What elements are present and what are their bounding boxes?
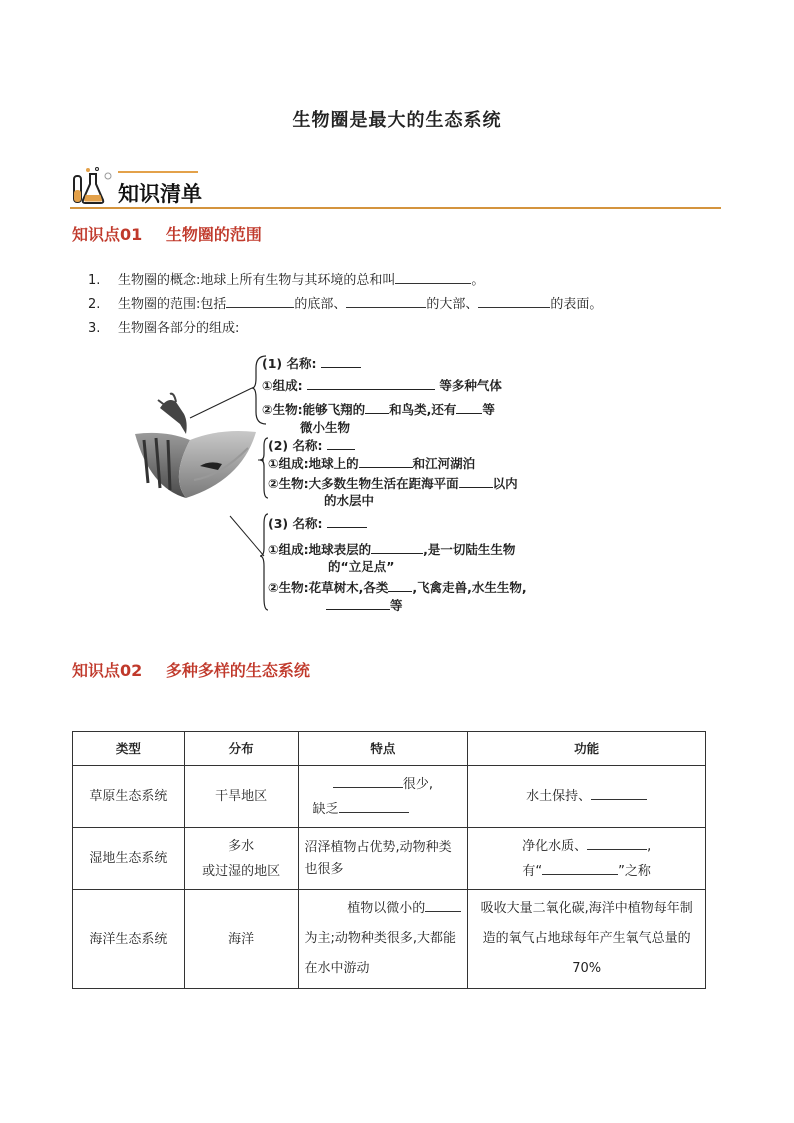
item-number: 1. bbox=[88, 273, 101, 288]
item-text: 。 bbox=[471, 273, 485, 288]
fill-blank[interactable] bbox=[307, 377, 435, 390]
rock-name-label: (3) 名称: bbox=[268, 514, 367, 532]
item-text: 的大部、 bbox=[426, 297, 479, 312]
kp2-name: 多种多样的生态系统 bbox=[165, 661, 310, 680]
lab-flask-icon bbox=[70, 166, 114, 206]
rock-organisms-line2: 等 bbox=[326, 596, 403, 614]
fill-blank[interactable] bbox=[226, 295, 294, 308]
fill-blank[interactable] bbox=[587, 835, 647, 850]
item-number: 3. bbox=[88, 321, 101, 336]
table-header-row bbox=[73, 732, 706, 766]
air-organisms-line2: 微小生物 bbox=[300, 420, 351, 435]
table-cell: 海洋 bbox=[184, 890, 298, 989]
fill-blank[interactable] bbox=[395, 271, 471, 284]
fill-blank[interactable] bbox=[365, 401, 389, 414]
item-number: 2. bbox=[88, 297, 101, 312]
table-header: 类型 bbox=[73, 732, 185, 766]
kp2-number: 知识点02 bbox=[72, 661, 143, 680]
table-row bbox=[73, 828, 706, 890]
list-item bbox=[88, 317, 239, 336]
fill-blank[interactable] bbox=[346, 295, 426, 308]
air-organisms-label: ②生物:能够飞翔的 和鸟类,还有 等 bbox=[262, 402, 495, 417]
knowledge-point-1-heading bbox=[72, 222, 262, 245]
table-header: 特点 bbox=[298, 732, 468, 766]
fill-blank[interactable] bbox=[371, 541, 423, 554]
item-text: 的表面。 bbox=[550, 297, 603, 312]
table-cell: 海洋生态系统 bbox=[73, 890, 185, 989]
water-composition-label: ①组成:地球上的 和江河湖泊 bbox=[268, 456, 476, 471]
document-title: 生物圈是最大的生态系统 bbox=[292, 110, 502, 131]
fill-blank[interactable] bbox=[326, 597, 390, 610]
table-cell: 干旱地区 bbox=[184, 766, 298, 828]
water-name-label: (2) 名称: bbox=[268, 436, 355, 454]
fill-blank[interactable] bbox=[388, 579, 412, 592]
water-organisms-line2: 的水层中 bbox=[324, 493, 375, 508]
rock-composition-line2: 的“立足点” bbox=[328, 559, 395, 574]
rock-organisms-label: ②生物:花草树木,各类 ,飞禽走兽,水生生物, bbox=[268, 580, 527, 595]
fill-blank[interactable] bbox=[425, 897, 461, 912]
list-item bbox=[88, 293, 602, 312]
ecosystem-table bbox=[72, 731, 706, 989]
table-cell: 净化水质、 , 有“ ”之称 bbox=[468, 828, 706, 890]
list-item bbox=[88, 269, 484, 288]
kp1-name: 生物圈的范围 bbox=[165, 225, 262, 244]
fill-blank[interactable] bbox=[327, 437, 355, 450]
table-header: 分布 bbox=[184, 732, 298, 766]
table-cell: 很少, 缺乏 bbox=[298, 766, 468, 828]
fill-blank[interactable] bbox=[327, 515, 367, 528]
table-cell: 沼泽植物占优势,动物种类也很多 bbox=[298, 828, 468, 890]
biosphere-diagram bbox=[130, 348, 600, 618]
fill-blank[interactable] bbox=[339, 798, 409, 813]
air-composition-label: ①组成: 等多种气体 bbox=[262, 378, 502, 393]
fill-blank[interactable] bbox=[478, 295, 550, 308]
table-cell: 多水 或过湿的地区 bbox=[184, 828, 298, 890]
earth-segment-image bbox=[135, 431, 256, 498]
fill-blank[interactable] bbox=[333, 773, 403, 788]
table-cell: 草原生态系统 bbox=[73, 766, 185, 828]
fill-blank[interactable] bbox=[359, 455, 413, 468]
section-divider bbox=[70, 207, 721, 209]
kp1-number: 知识点01 bbox=[72, 225, 143, 244]
item-text: 生物圈的范围:包括 bbox=[118, 297, 227, 312]
fill-blank[interactable] bbox=[456, 401, 482, 414]
item-text: 的底部、 bbox=[294, 297, 347, 312]
section-title: 知识清单 bbox=[118, 182, 202, 206]
table-cell: 吸收大量二氧化碳,海洋中植物每年制造的氧气占地球每年产生氧气总量的70% bbox=[468, 890, 706, 989]
fill-blank[interactable] bbox=[542, 860, 618, 875]
item-text: 生物圈各部分的组成: bbox=[118, 321, 240, 336]
table-header: 功能 bbox=[468, 732, 706, 766]
table-cell: 湿地生态系统 bbox=[73, 828, 185, 890]
rock-composition-label: ①组成:地球表层的 ,是一切陆生生物 bbox=[268, 542, 516, 557]
air-name-label: (1) 名称: bbox=[262, 354, 361, 372]
fill-blank[interactable] bbox=[459, 475, 493, 488]
water-organisms-label: ②生物:大多数生物生活在距海平面 以内 bbox=[268, 476, 518, 491]
item-text: 生物圈的概念:地球上所有生物与其环境的总和叫 bbox=[118, 273, 396, 288]
fill-blank[interactable] bbox=[321, 355, 361, 368]
fill-blank[interactable] bbox=[591, 785, 647, 800]
table-row bbox=[73, 766, 706, 828]
table-cell: 水土保持、 bbox=[468, 766, 706, 828]
knowledge-point-2-heading bbox=[72, 658, 310, 681]
table-cell: 植物以微小的 为主;动物种类很多,大都能在水中游动 bbox=[298, 890, 468, 989]
bird-icon bbox=[158, 394, 187, 434]
section-decor-line bbox=[118, 171, 198, 173]
table-row bbox=[73, 890, 706, 989]
